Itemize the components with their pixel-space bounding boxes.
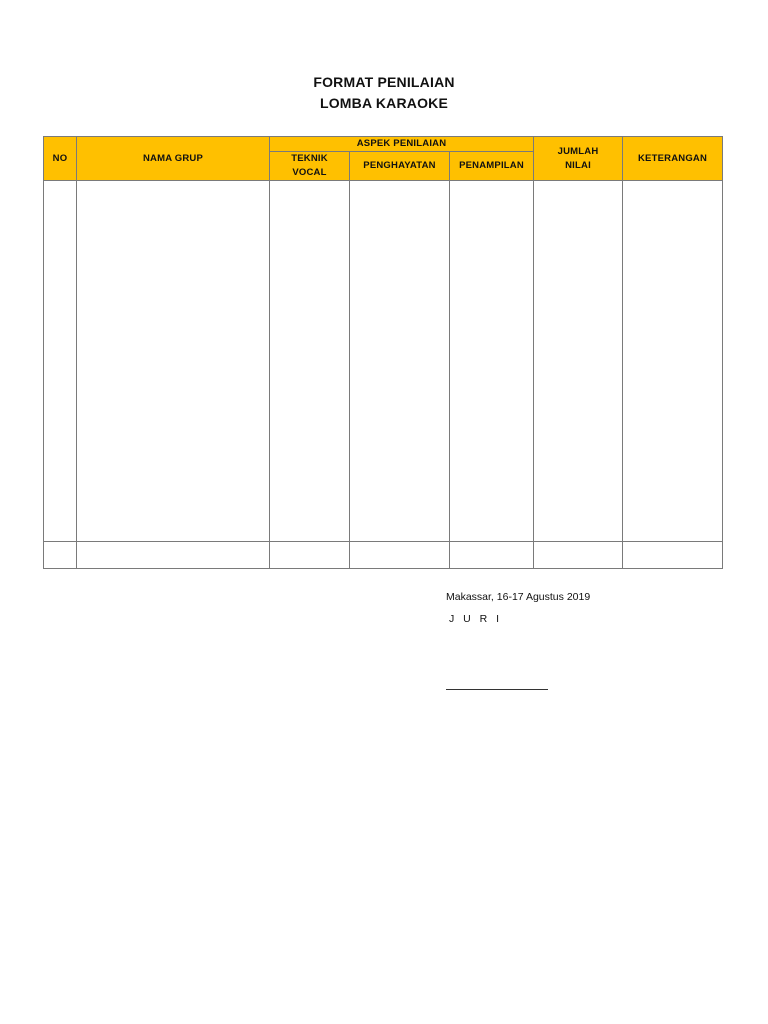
scoring-table [43, 136, 723, 569]
header-penghayatan: PENGHAYATAN [350, 152, 450, 181]
header-keterangan: KETERANGAN [623, 137, 723, 181]
place-date: Makassar, 16-17 Agustus 2019 [446, 591, 591, 603]
header-no: NO [44, 137, 77, 181]
cell-jumlah-nilai [534, 181, 623, 542]
cell-nama-grup [77, 542, 270, 569]
cell-penghayatan [350, 542, 450, 569]
cell-penampilan [450, 542, 534, 569]
header-aspek-penilaian: ASPEK PENILAIAN [270, 137, 534, 152]
header-penampilan: PENAMPILAN [450, 152, 534, 181]
cell-keterangan [623, 181, 723, 542]
table-row [44, 542, 723, 569]
jury-label: J U R I [449, 613, 503, 625]
cell-penampilan [450, 181, 534, 542]
cell-teknik-vocal [270, 542, 350, 569]
header-teknik-vocal [270, 152, 350, 181]
cell-keterangan [623, 542, 723, 569]
table-row [44, 181, 723, 542]
signature-line [446, 689, 548, 690]
document-title: FORMAT PENILAIAN [313, 74, 455, 90]
document-subtitle: LOMBA KARAOKE [319, 95, 449, 111]
header-nama-grup: NAMA GRUP [77, 137, 270, 181]
cell-no [44, 542, 77, 569]
header-jumlah-nilai [534, 137, 623, 181]
cell-no [44, 181, 77, 542]
cell-jumlah-nilai [534, 542, 623, 569]
header-teknik-vocal-line2: VOCAL [292, 167, 327, 178]
cell-penghayatan [350, 181, 450, 542]
header-teknik-vocal-line1: TEKNIK [291, 153, 328, 164]
header-jumlah-nilai-line2: NILAI [565, 159, 591, 171]
header-row-1 [44, 137, 723, 152]
cell-teknik-vocal [270, 181, 350, 542]
cell-nama-grup [77, 181, 270, 542]
header-jumlah-nilai-line1: JUMLAH [557, 145, 599, 157]
